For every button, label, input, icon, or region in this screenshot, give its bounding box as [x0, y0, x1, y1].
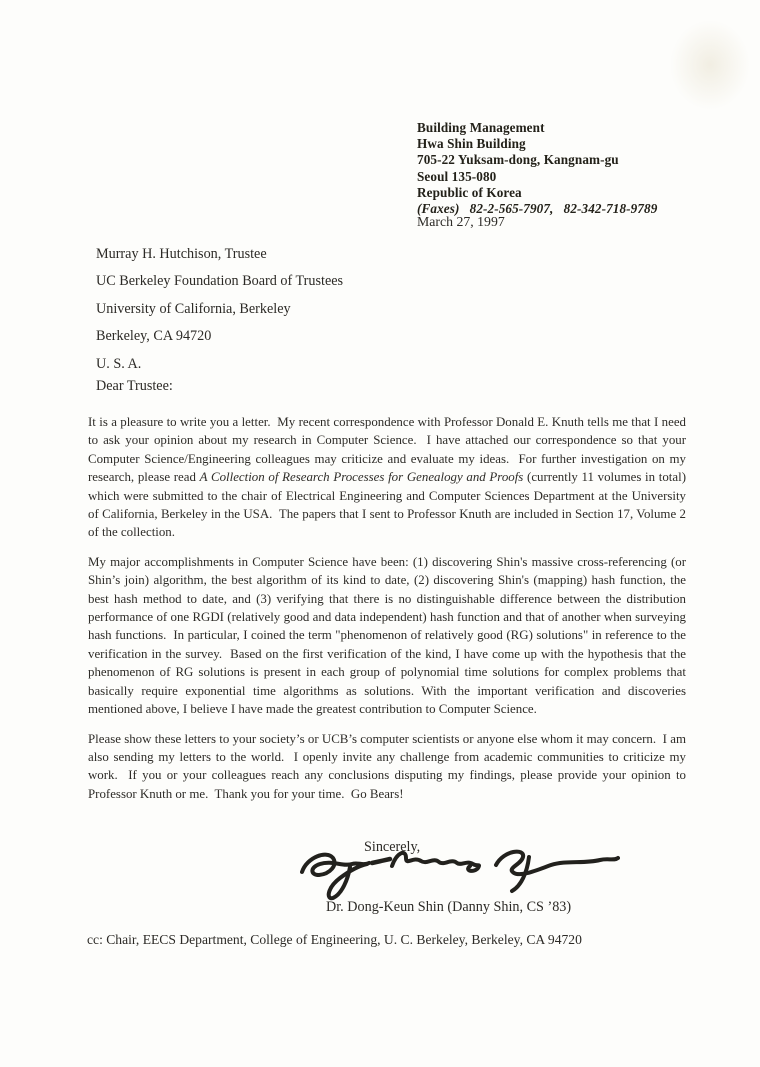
recipient-line: U. S. A. [96, 355, 142, 372]
recipient-address [96, 241, 343, 378]
body-paragraph-3: Please show these letters to your society’s or UCB’s computer scientists or anyone else whom it may concern. I am also sending my letters to the world. I openly invite any challenge from academic communities to criticize my work. If you or your colleagues reach any conclusions disputing my findings, please provide your opinion to Professor Knuth or me. Thank you for your time. Go Bears! [88, 731, 690, 801]
cc-line: cc: Chair, EECS Department, College of Engineering, U. C. Berkeley, Berkeley, CA 94720 [87, 932, 582, 947]
sender-letterhead [417, 120, 657, 217]
letter-body [88, 413, 690, 814]
letterhead-line: Republic of Korea [417, 184, 522, 200]
letterhead-fax-line: (Faxes) 82-2-565-7907, 82-342-718-9789 [417, 201, 658, 217]
letterhead-line: 705-22 Yuksam-dong, Kangnam-gu [417, 152, 619, 168]
signer-name: Dr. Dong-Keun Shin (Danny Shin, CS ’83) [326, 899, 572, 915]
letterhead-line: Seoul 135-080 [417, 168, 497, 184]
recipient-line: UC Berkeley Foundation Board of Trustees [96, 273, 344, 290]
body-paragraph-2: My major accomplishments in Computer Science have been: (1) discovering Shin's massive cross-referencing (or Shin’s join) algorithm, the best algorithm of its kind to date, (2) discovering Shin's (mapping) hash function, the best hash method to date, and (3) verifying that there is no distinguishable difference between the distribution performance of one RGDI (relatively good and data independent) hash function and that of another when surveying hash functions. In particular, I coined the term "phenomenon of relatively good (RG) solutions" in reference to the verification in the survey. Based on the first verification of the kind, I have come up with the hypothesis that the phenomenon of RG solutions is present in each group of polynomial time solutions for complex problems that basically require exponential time algorithms as solutions. With the important verification and discoveries mentioned above, I believe I have made the greatest contribution to Computer Science. [88, 554, 690, 717]
recipient-line: University of California, Berkeley [96, 300, 291, 317]
paragraph-text: (currently 11 volumes in total) which were submitted to the chair of Electrical Engineering and Computer Sciences Department at the University of California, Berkeley in the USA. The papers that I sent to Professor Knuth are included in Section 17, Volume 2 of the collection. [88, 470, 690, 540]
letterhead-line: Hwa Shin Building [417, 136, 526, 152]
closing-sincerely: Sincerely, [364, 839, 421, 855]
body-paragraph-1 [88, 413, 690, 542]
paragraph-text: It is a pleasure to write you a letter. My recent correspondence with Professor Donald E. Knuth tells me that I need to ask your opinion about my research in Computer Science. I have attached our correspondence so that your Computer Science/Engineering colleagues may criticize and evaluate my ideas. For further investigation on my research, please read [88, 415, 690, 485]
salutation: Dear Trustee: [96, 378, 173, 394]
book-title-italic: A Collection of Research Processes for Genealogy and Proofs [199, 470, 524, 485]
scan-artifact-smudge [670, 20, 750, 110]
letterhead-line: Building Management [417, 120, 545, 135]
recipient-line: Murray H. Hutchison, Trustee [96, 246, 267, 262]
letter-date: March 27, 1997 [417, 214, 505, 229]
recipient-line: Berkeley, CA 94720 [96, 328, 212, 345]
handwritten-signature [300, 848, 620, 906]
